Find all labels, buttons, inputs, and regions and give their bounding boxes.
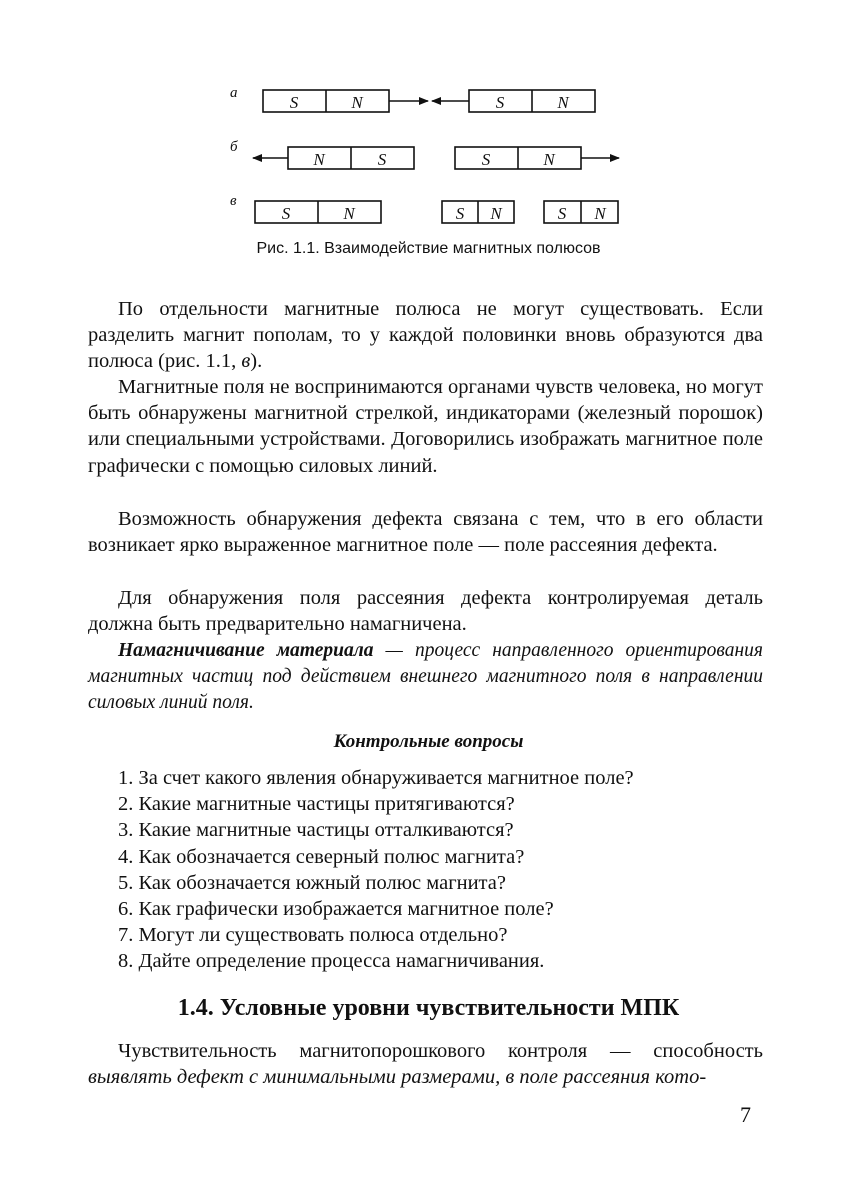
questions-heading: Контрольные вопросы [333, 731, 524, 752]
page-number: 7 [740, 1102, 751, 1127]
pole-label: N [490, 204, 502, 223]
paragraph-text-end: ). [250, 350, 263, 373]
pole-label: N [557, 93, 569, 112]
paragraph [88, 1038, 763, 1090]
question-item: 5. Как обозначается южный полюс магнита? [118, 871, 506, 894]
paragraph: Возможность обнаружения дефекта связана с тем, что в его области возникает ярко выраженное магнитное поле — поле рассеяния дефекта. [88, 508, 763, 557]
question-item: 3. Какие магнитные частицы отталкиваются? [118, 819, 514, 842]
question-item: 6. Как графически изображается магнитное поле? [118, 898, 554, 921]
questions-list [118, 765, 634, 975]
pole-label: S [289, 93, 299, 112]
pole-label: S [557, 204, 567, 223]
question-item: 7. Могут ли существовать полюса отдельно? [118, 924, 508, 947]
pole-label: N [351, 93, 363, 112]
pole-label: S [481, 150, 491, 169]
pole-label: N [313, 150, 325, 169]
paragraph-text-italic: выявлять дефект с минимальными размерами, в поле рассеяния кото- [88, 1066, 707, 1089]
question-item: 1. За счет какого явления обнаруживается магнитное поле? [118, 767, 634, 789]
question-item: 8. Дайте определение процесса намагничивания. [118, 950, 545, 973]
pole-label: S [377, 150, 387, 169]
pole-label: S [455, 204, 465, 223]
pole-label: N [594, 204, 606, 223]
pole-label: S [281, 204, 291, 223]
paragraph-text: Чувствительность магнитопорошкового контроля — способность [118, 1040, 763, 1062]
question-item: 2. Какие магнитные частицы притягиваются? [118, 793, 515, 816]
pole-label: N [543, 150, 555, 169]
paragraph-text: По отдельности магнитные полюса не могут существовать. Если разделить магнит пополам, то у каждой половинки вновь образуются два полюса (рис. 1.1, [88, 298, 763, 373]
question-item: 4. Как обозначается северный полюс магнита? [118, 845, 525, 868]
pole-label: N [343, 204, 355, 223]
definition-paragraph [88, 638, 763, 716]
row-label-v: в [230, 193, 237, 209]
paragraph: Магнитные поля не воспринимаются органами чувств человека, но могут быть обнаружены магнитной стрелкой, индикаторами (железный порошок) или специальными устройствами. Договорились изображать магнитное поле графически с помощью силовых линий. [88, 376, 763, 477]
definition-text: — процесс направленного ориентирования магнитных частиц под действием внешнего магнитного поля в направлении силовых линий поля. [88, 640, 763, 713]
paragraph: Для обнаружения поля рассеяния дефекта контролируемая деталь должна быть предварительно намагничена. [88, 587, 763, 636]
figure-caption: Рис. 1.1. Взаимодействие магнитных полюсов [256, 240, 601, 257]
row-label-b: б [230, 139, 238, 155]
figure-magnetic-poles [0, 0, 857, 270]
pole-label: S [495, 93, 505, 112]
row-label-a: а [230, 85, 238, 101]
figure-diagram [0, 0, 857, 240]
section-title: 1.4. Условные уровни чувствительности МПК [177, 995, 680, 1021]
paragraph [88, 296, 763, 375]
definition-term: Намагничивание материала [118, 640, 374, 661]
figure-ref: в [241, 350, 251, 373]
